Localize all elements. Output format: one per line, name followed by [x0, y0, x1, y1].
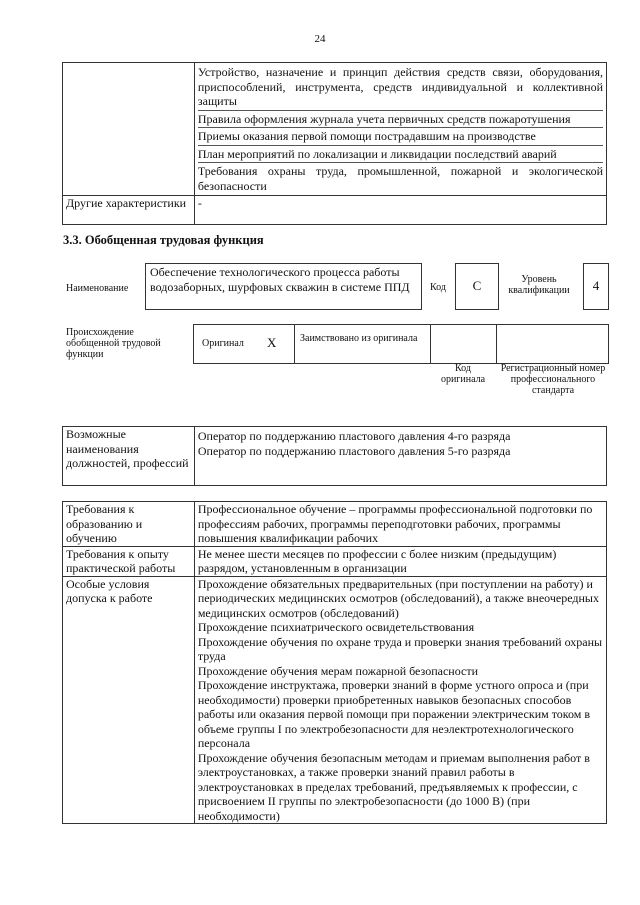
table-row — [63, 502, 607, 547]
list-item: - — [197, 196, 202, 210]
code-caption: Код оригинала — [440, 363, 486, 385]
list-item: Прохождение обучения безопасным методам и приемам выполнения работ в электроустановках, а также проверки знаний правил работы в электроустановках в пределах требований, предъявляемых к профессии, с присвоением II группы по электробезопасности (до 1000 В) (при необходимости) — [197, 750, 590, 823]
row-content — [194, 63, 606, 196]
positions-table — [62, 426, 607, 486]
row-label: Возможные наименования должностей, профессий — [63, 427, 195, 486]
list-item: Устройство, назначение и принцип действия средств связи, оборудования, приспособлений, инструмента, средств индивидуальной и коллективной защиты — [198, 65, 603, 111]
divider — [496, 325, 497, 363]
table-row — [63, 196, 607, 225]
table-row — [63, 427, 607, 486]
original-mark: X — [267, 335, 277, 350]
function-name: Обеспечение технологического процесса работы водозаборных, шурфовых скважин в системе ППД — [150, 265, 410, 294]
list-item: Прохождение обязательных предварительных (при поступлении на работу) и периодических медицинских осмотров (обследований), а также внеочередных медицинских осмотров (обследований) — [197, 576, 599, 620]
name-label: Наименование — [66, 283, 129, 294]
row-label: Требования к опыту практической работы — [63, 546, 195, 576]
list-item: Приемы оказания первой помощи пострадавшим на производстве — [198, 129, 603, 146]
list-item: Оператор по поддержанию пластового давления 4-го разряда — [197, 429, 511, 443]
list-item: Прохождение обучения мерам пожарной безопасности — [197, 663, 478, 678]
origin-label: Происхождение обобщенной трудовой функции — [66, 327, 161, 360]
level-label: Уровень квалификации — [508, 274, 570, 296]
requirements-table — [62, 501, 607, 824]
row-content — [194, 196, 606, 225]
name-box — [145, 263, 422, 310]
borrowed-label: Заимствовано из оригинала — [300, 333, 418, 344]
table-row — [63, 546, 607, 576]
level-value: 4 — [592, 278, 600, 293]
code-value: C — [472, 278, 482, 293]
code-label: Код — [430, 282, 446, 293]
section-title: 3.3. Обобщенная трудовая функция — [63, 233, 264, 247]
list-item: Правила оформления журнала учета первичных средств пожаротушения — [198, 112, 603, 129]
divider — [294, 325, 295, 363]
reg-caption: Регистрационный номер профессионального стандарта — [500, 363, 606, 396]
list-item: Требования охраны труда, промышленной, пожарной и экологической безопасности — [197, 164, 603, 193]
code-box — [455, 263, 499, 310]
divider — [430, 325, 431, 363]
list-item: План мероприятий по локализации и ликвидации последствий аварий — [198, 147, 603, 164]
table-row — [63, 63, 607, 196]
origin-box — [193, 324, 609, 364]
row-content — [194, 427, 606, 486]
list-item: Не менее шести месяцев по профессии с более низким (предыдущим) разрядом, установленным в организации — [197, 546, 557, 575]
row-label — [63, 63, 195, 196]
row-content — [194, 546, 606, 576]
table-row — [63, 576, 607, 824]
knowledge-table — [62, 62, 607, 225]
row-label: Особые условия допуска к работе — [63, 576, 195, 824]
level-box — [583, 263, 609, 310]
list-item: Оператор по поддержанию пластового давления 5-го разряда — [197, 443, 511, 458]
page-number: 24 — [314, 33, 326, 45]
list-item: Прохождение обучения по охране труда и проверки знания требований охраны труда — [197, 634, 603, 663]
row-content — [194, 502, 606, 547]
list-item: Профессиональное обучение – программы профессиональной подготовки по профессиям рабочих, программы переподготовки рабочих, программы повышения квалификации рабочих — [197, 502, 593, 545]
list-item: Прохождение психиатрического освидетельствования — [197, 620, 475, 634]
original-label: Оригинал — [202, 338, 244, 349]
row-label: Требования к образованию и обучению — [63, 502, 195, 547]
list-item: Прохождение инструктажа, проверки знаний в форме устного опроса и (при необходимости) проверки приобретенных навыков безопасных способов работы или оказания первой помощи при поражении электрическим током в объеме группы I по электробезопасности для неэлектротехнологического персонала — [197, 678, 591, 750]
row-label: Другие характеристики — [63, 196, 195, 225]
row-content — [194, 576, 606, 824]
